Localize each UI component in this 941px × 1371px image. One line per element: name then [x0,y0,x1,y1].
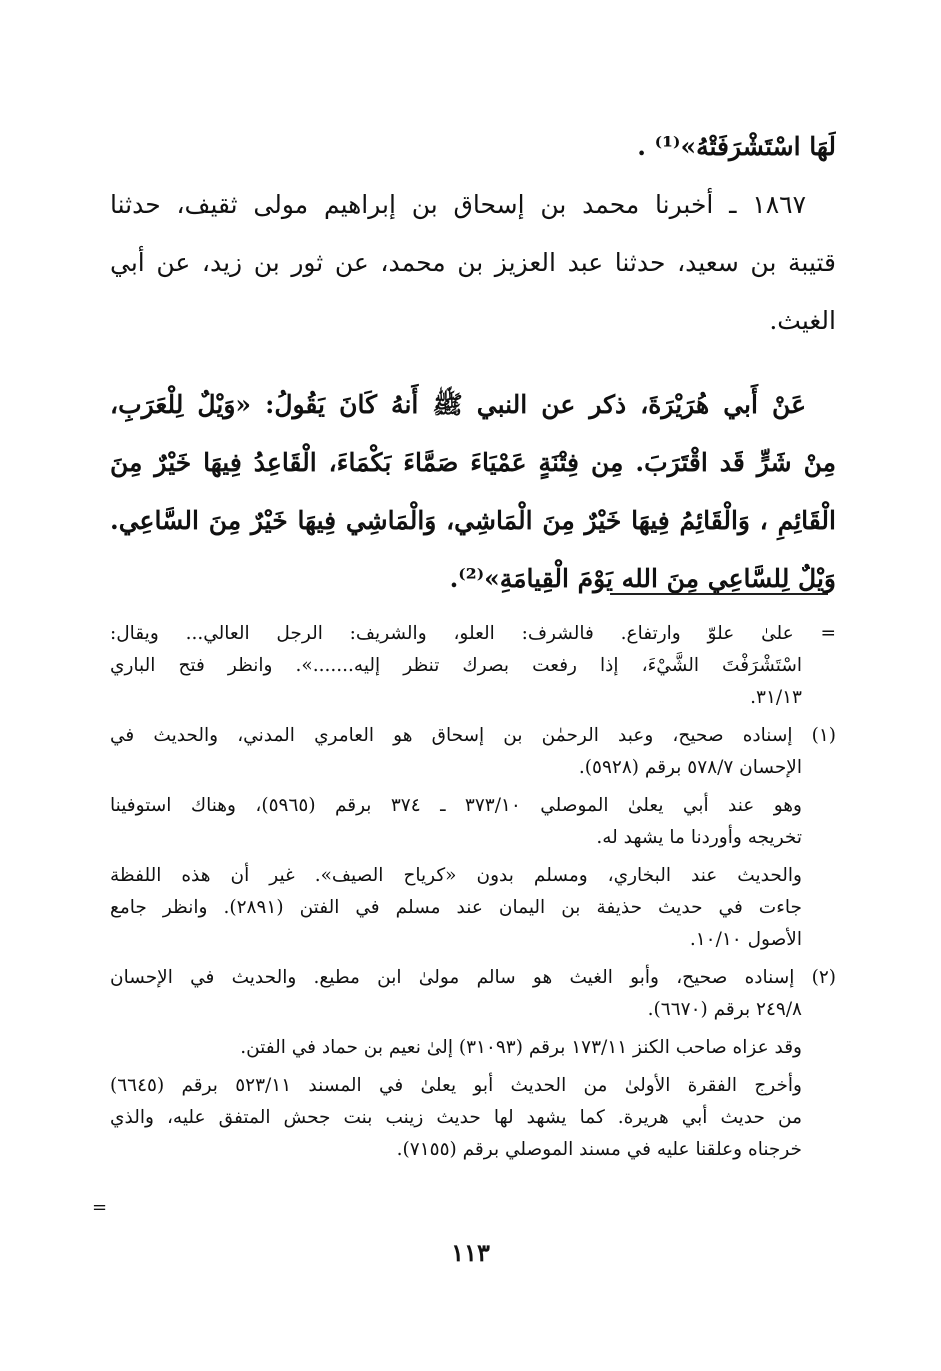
hadith-line: مِنْ شَرٍّ قَد اقْتَرَبَ. مِن فِتْنَةٍ عَمْيَاءَ صَمَّاءَ بَكْمَاءَ، الْقَاعِدُ فِيهَا خَيْرٌ مِنَ [110,448,836,477]
text-line: قتيبة بن سعيد، حدثنا عبد العزيز بن محمد، عن ثور بن زيد، عن أبي [110,248,836,277]
footnote-line: وأخرج الفقرة الأولىٰ من الحديث أبو يعلىٰ في المسند ٥٢٣/١١ برقم (٦٦٤٥) [110,1075,802,1096]
footnote-line: والحديث عند البخاري، ومسلم بدون «كرياح الصيف». غير أن هذه اللفظة [110,865,802,886]
page-number: ١١٣ [451,1238,490,1267]
footnote-line: خرجناه وعلقنا عليه في مسند الموصلي برقم (٧١٥٥). [396,1139,802,1160]
footnote-line: من حديث أبي هريرة. كما يشهد لها حديث زينب بنت جحش المتفق عليه، والذي [110,1107,802,1128]
footnotes [110,618,836,1166]
hadith-line: عَنْ أَبي هُرَيْرَةَ، ذكر عن النبي ﷺ أَنهُ كَانَ يَقُولُ: «وَيْلٌ لِلْعَرَبِ، [110,390,806,419]
footnote-line: (٢) إسناده صحيح، وأبو الغيث هو سالم مولىٰ ابن مطيع. والحديث في الإحسان [110,967,836,988]
footnote-line: تخريجه وأوردنا ما يشهد له. [596,827,802,848]
continuation-mark: = [92,1197,108,1218]
main-text [110,118,836,608]
text-line: الغيث. [769,306,836,335]
footnote-line: ٣١/١٣. [750,687,802,708]
footnote-line: جاءت في حديث حذيفة بن اليمان عند مسلم في الفتن (٢٨٩١). وانظر جامع [110,897,802,918]
hadith-line: وَيْلٌ لِلسَّاعِي مِنَ الله يَوْمَ الْقِيامَةِ»⁽²⁾. [449,564,836,593]
hadith-line: الْقَائِمِ ، وَالْقَائِمُ فِيهَا خَيْرٌ مِنَ الْمَاشِي، وَالْمَاشِي فِيهَا خَيْرٌ مِنَ السَّاعِي. [110,506,836,535]
footnote-line: اسْتَشْرَفْتَ الشَّيْءَ، إذا رفعت بصرك تنظر إليه.......». وانظر فتح الباري [110,655,802,676]
text-line: لَهَا اسْتَشْرَفَتْهُ»⁽¹⁾ . [637,132,836,161]
footnote-line: ٢٤٩/٨ برقم (٦٦٧٠). [647,999,802,1020]
footnote-divider [610,593,828,595]
footnote-line: وقد عزاه صاحب الكنز ١٧٣/١١ برقم (٣١٠٩٣) إلىٰ نعيم بن حماد في الفتن. [240,1037,802,1058]
footnote-line: = علىٰ علوّ وارتفاع. فالشرف: العلو، والشريف: الرجل العالي... ويقال: [110,623,836,644]
footnote-line: الإحسان ٥٧٨/٧ برقم (٥٩٢٨). [578,757,802,778]
footnote-line: (١) إسناده صحيح، وعبد الرحمٰن بن إسحاق هو العامري المدني، والحديث في [110,725,836,746]
footnote-line: الأصول ١٠/١٠. [689,929,802,950]
footnote-line: وهو عند أبي يعلىٰ الموصلي ٣٧٣/١٠ ـ ٣٧٤ برقم (٥٩٦٥)، وهناك استوفينا [110,795,802,816]
text-line: ١٨٦٧ ـ أخبرنا محمد بن إسحاق بن إبراهيم مولى ثقيف، حدثنا [110,190,806,219]
